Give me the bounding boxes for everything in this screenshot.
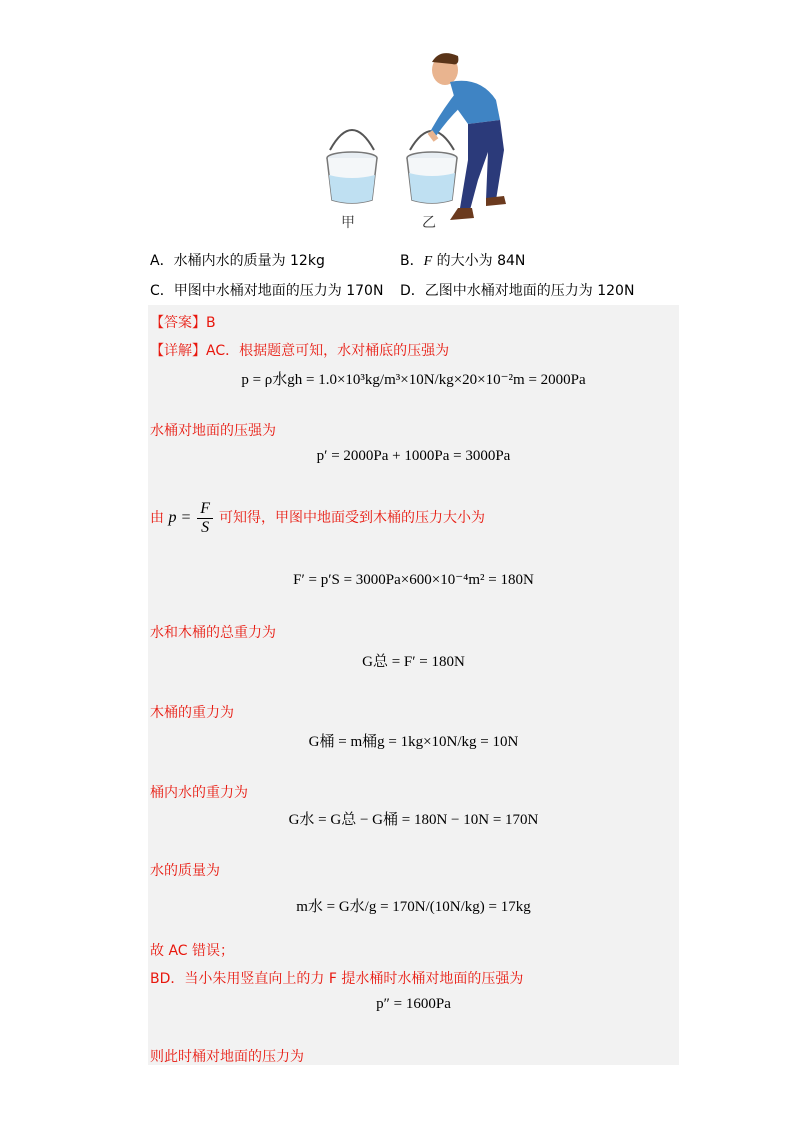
text-force-yi: 则此时桶对地面的压力为: [150, 1049, 304, 1065]
option-c: C．甲图中水桶对地面的压力为 170N: [150, 283, 384, 299]
equation-total-gravity: G总 = F′ = 180N: [362, 654, 465, 670]
text-pressure-formula-suffix: 可知得，甲图中地面受到木桶的压力大小为: [219, 510, 486, 527]
equation-water-mass: m水 = G水/g = 170N/(10N/kg) = 17kg: [296, 899, 531, 915]
text-water-mass: 水的质量为: [150, 863, 220, 879]
bucket-jia-illustration: [327, 130, 377, 203]
equation-pressure-yi: p″ = 1600Pa: [376, 996, 451, 1012]
text-bucket-gravity: 木桶的重力为: [150, 705, 234, 721]
equation-total-pressure: p′ = 2000Pa + 1000Pa = 3000Pa: [316, 448, 511, 464]
detail-label: 【详解】: [150, 343, 206, 359]
equation-bucket-gravity: G桶 = m桶g = 1kg×10N/kg = 10N: [308, 734, 519, 750]
answer-line: [150, 312, 216, 332]
option-a: A．水桶内水的质量为 12kg: [150, 253, 325, 269]
answer-value: B: [206, 315, 216, 331]
option-b-prefix: B．: [400, 253, 424, 269]
bucket-figure: [300, 40, 540, 240]
option-d: D．乙图中水桶对地面的压力为 120N: [400, 283, 635, 299]
option-b: [400, 250, 525, 270]
answer-label: 【答案】: [150, 315, 206, 331]
equation-water-pressure: p = ρ水gh = 1.0×10³kg/m³×10N/kg×20×10⁻²m = 2000Pa: [241, 372, 586, 388]
label-yi: 乙: [422, 215, 436, 231]
text-total-gravity: 水和木桶的总重力为: [150, 625, 276, 641]
label-jia: 甲: [341, 215, 355, 231]
equation-force-jia: F′ = p′S = 3000Pa×600×10⁻⁴m² = 180N: [293, 572, 534, 588]
bucket-yi-illustration: [407, 131, 457, 203]
detail-text: AC．根据题意可知，水对桶底的压强为: [206, 343, 450, 359]
text-bucket-pressure: 水桶对地面的压强为: [150, 423, 276, 439]
equation-water-gravity: G水 = G总 − G桶 = 180N − 10N = 170N: [288, 812, 539, 828]
pressure-formula: p = $\frac{F}{S}$: [168, 509, 219, 526]
option-b-rest: 的大小为 84N: [432, 253, 526, 269]
text-water-gravity: 桶内水的重力为: [150, 785, 248, 801]
text-ac-wrong: 故 AC 错误；: [150, 943, 235, 959]
text-bd-intro: BD．当小朱用竖直向上的力 F 提水桶时水桶对地面的压强为: [150, 971, 524, 987]
text-pressure-formula-line: [150, 500, 485, 537]
option-b-f: F: [423, 254, 433, 269]
text-by: 由: [150, 510, 164, 527]
detail-line: [150, 340, 449, 360]
